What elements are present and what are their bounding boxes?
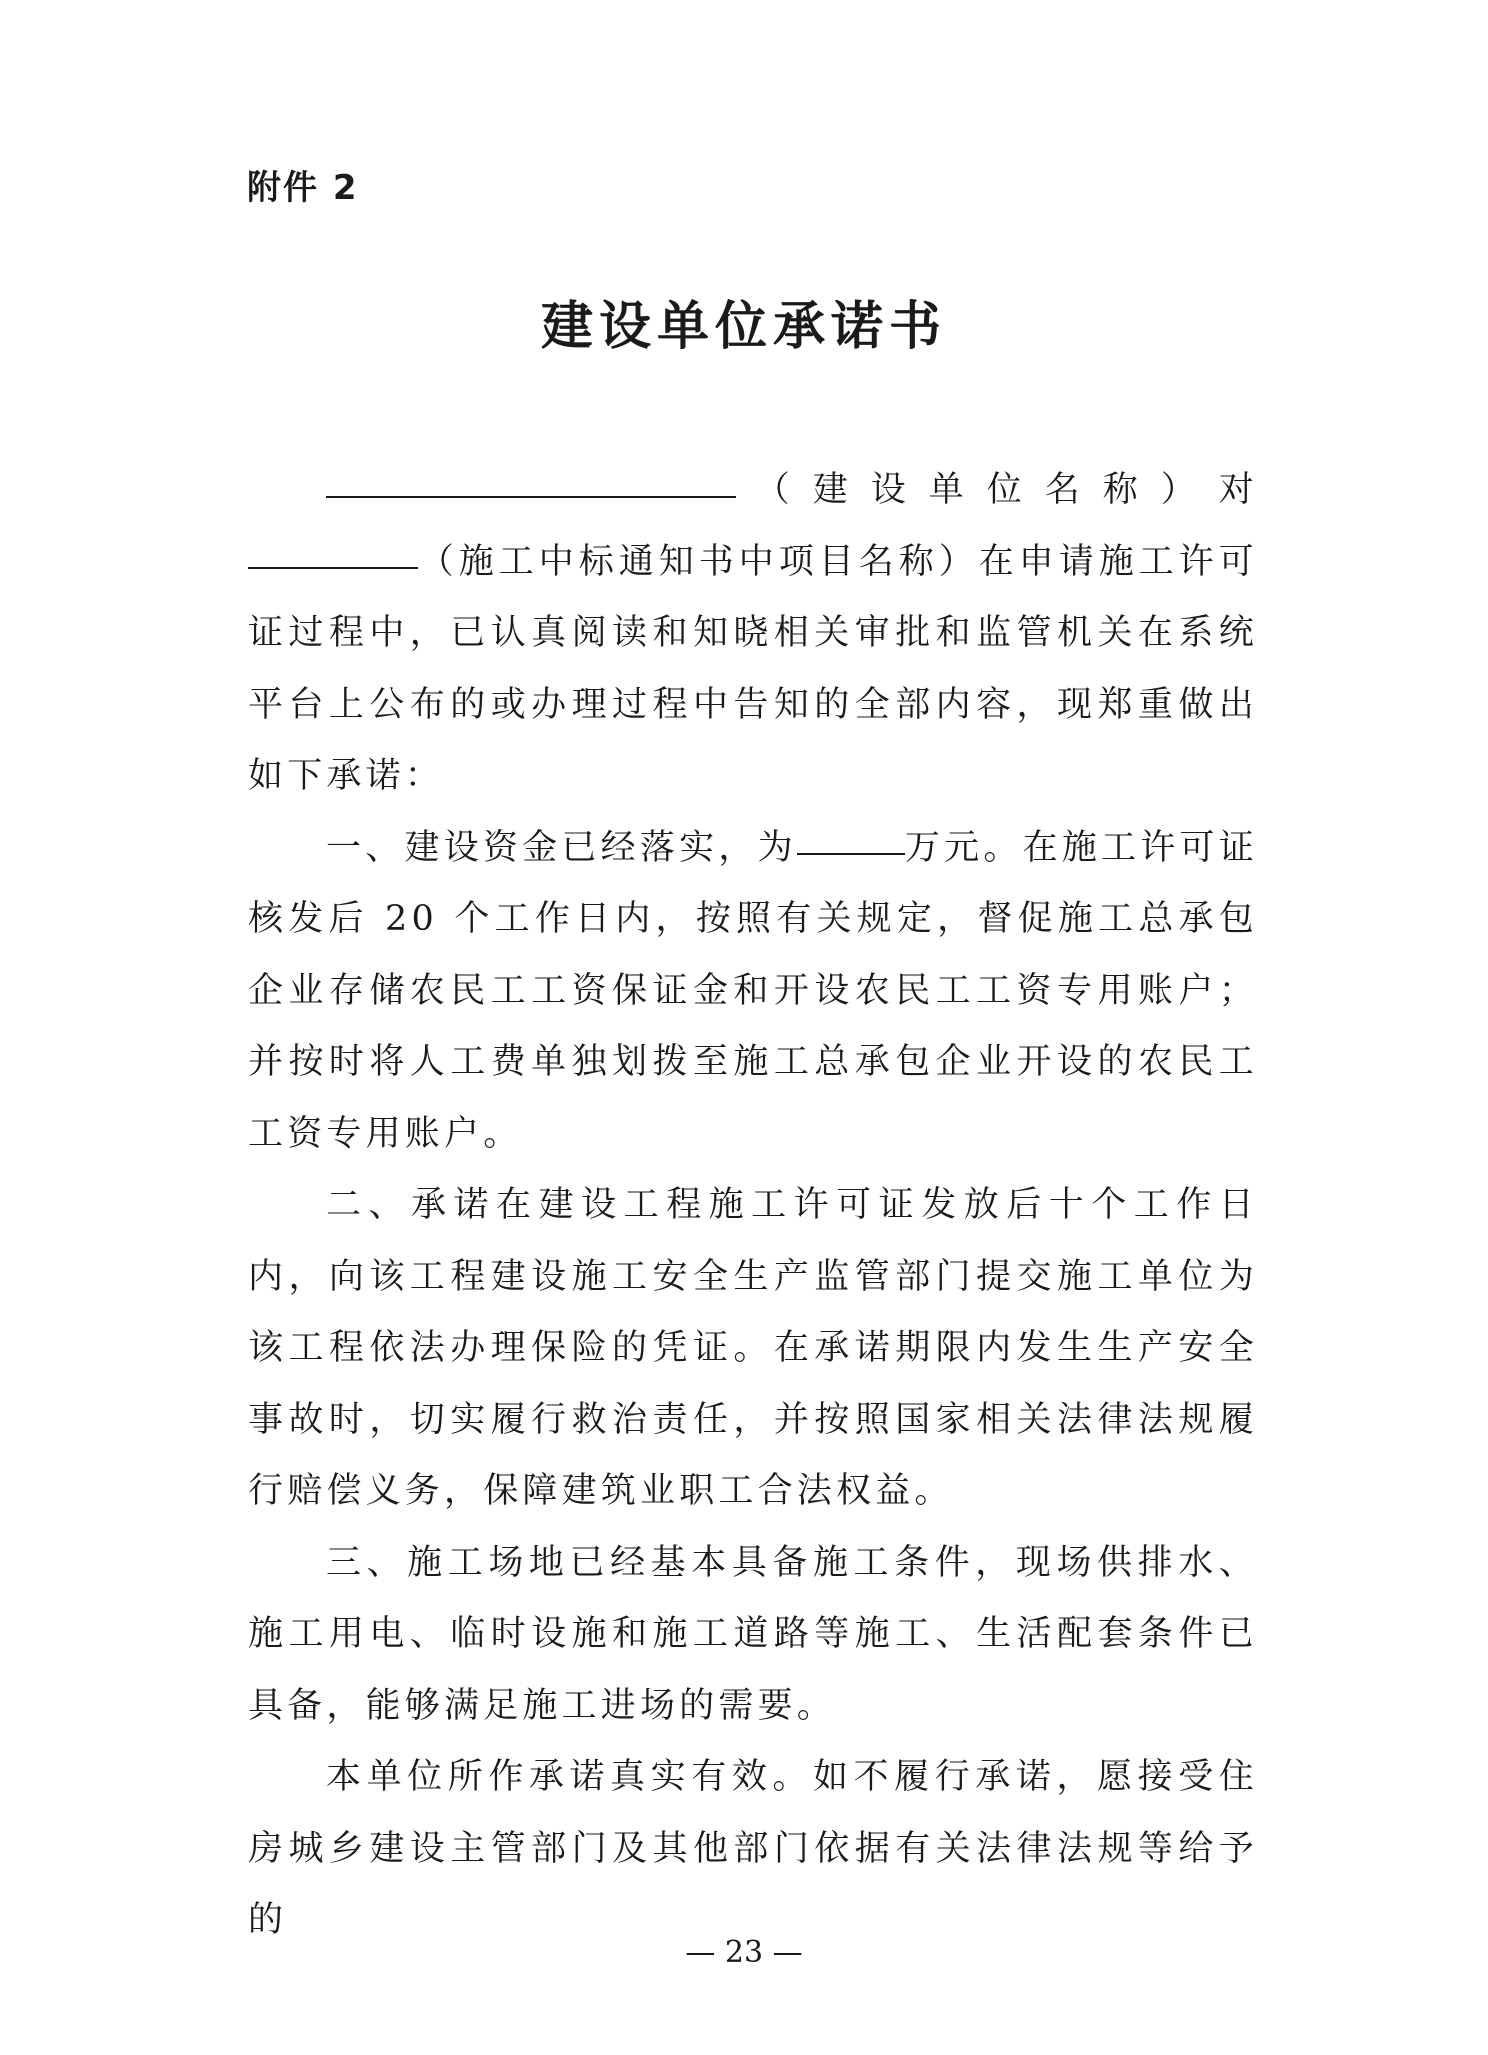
item-3-paragraph: 三、施工场地已经基本具备施工条件，现场供排水、施工用电、临时设施和施工道路等施工、生活配套条件已具备，能够满足施工进场的需要。: [248, 1542, 1258, 1726]
unit-name-blank: [326, 495, 736, 498]
item-1-text-1: 一、建设资金已经落实，为: [326, 827, 797, 868]
intro-text-1: （建设单位名称）对: [736, 470, 1258, 510]
item-1-paragraph: [248, 813, 1258, 1171]
intro-text-2: （施工中标通知书中项目名称）在申请施工许可证过程中，已认真阅读和知晓相关审批和监管机关在系统平台上公布的或办理过程中告知的全部内容，现郑重做出如下承诺：: [248, 541, 1258, 796]
item-2-paragraph: 二、承诺在建设工程施工许可证发放后十个工作日内，向该工程建设施工安全生产监管部门提交施工单位为该工程依法办理保险的凭证。在承诺期限内发生生产安全事故时，切实履行救治责任，并按照国家相关法律法规履行赔偿义务，保障建筑业职工合法权益。: [248, 1185, 1258, 1511]
page-number: — 23 —: [685, 1935, 803, 1970]
amount-blank: [797, 852, 905, 855]
attachment-label: 附件 2: [247, 168, 359, 208]
document-title: 建设单位承诺书: [540, 297, 947, 357]
document-body: [248, 455, 1258, 1957]
intro-paragraph: [248, 455, 1258, 813]
project-name-blank: [248, 566, 418, 569]
item-1-text-2: 万元。在施工许可证核发后 20 个工作日内，按照有关规定，督促施工总承包企业存储农民工工资保证金和开设农民工工资专用账户；并按时将人工费单独划拨至施工总承包企业开设的农民工工资专用账户。: [248, 827, 1258, 1154]
closing-paragraph: 本单位所作承诺真实有效。如不履行承诺，愿接受住房城乡建设主管部门及其他部门依据有关法律法规等给予的: [248, 1757, 1258, 1940]
